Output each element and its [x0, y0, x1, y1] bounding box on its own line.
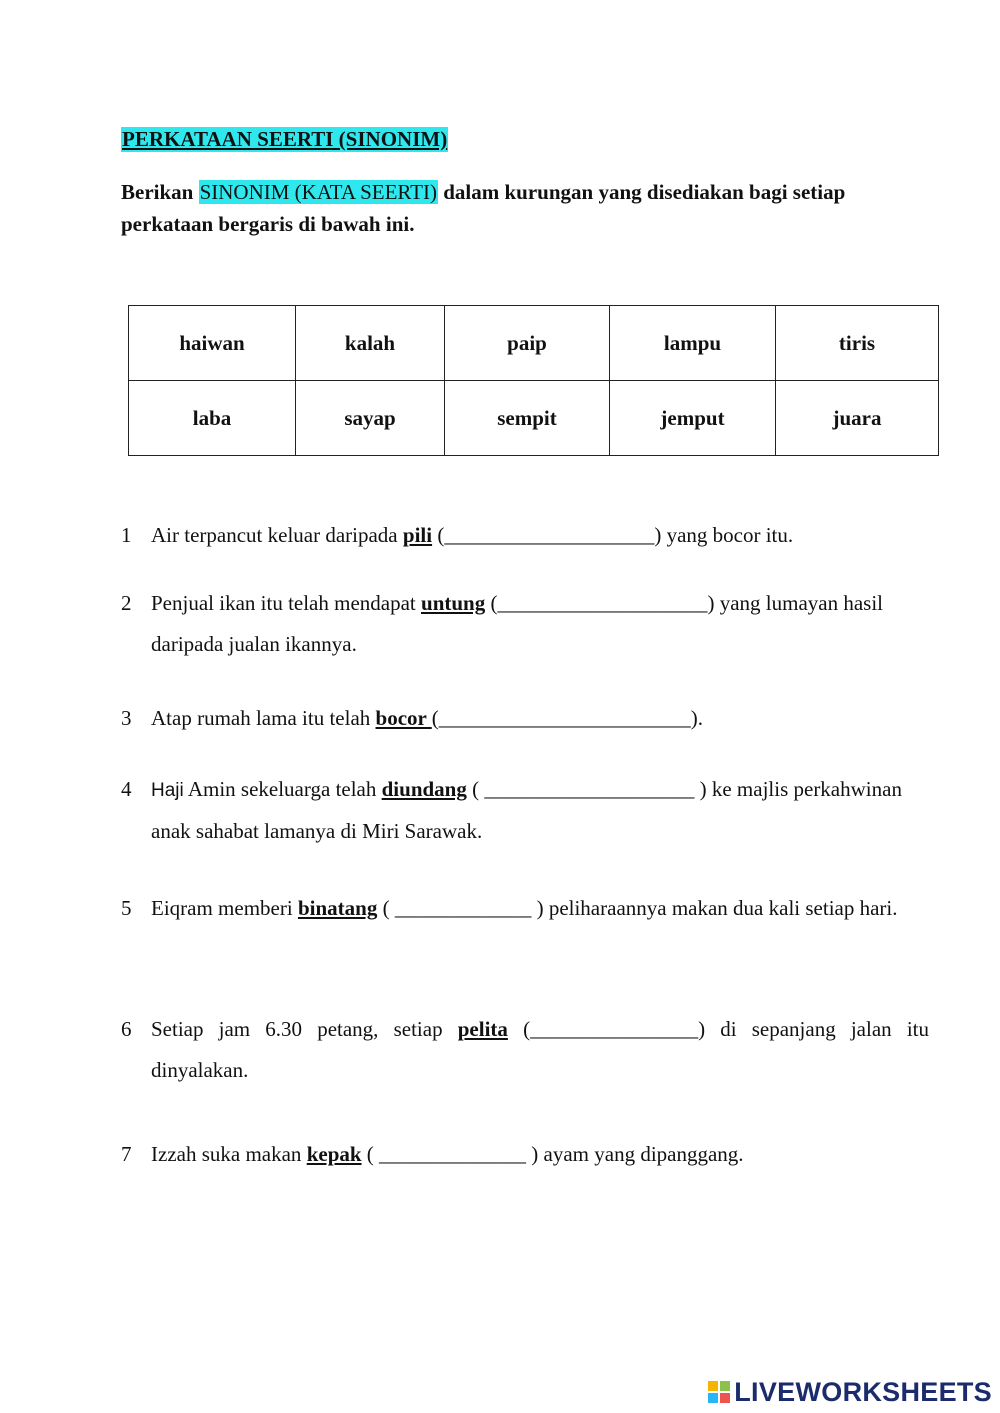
question-number: 4	[121, 777, 132, 801]
question-text: Setiap jam 6.30 petang, setiap	[151, 1017, 458, 1041]
logo-square	[720, 1381, 730, 1391]
question-keyword: pili	[402, 523, 433, 547]
question-text: Izzah suka makan	[151, 1142, 307, 1166]
question-3	[121, 698, 929, 739]
question-2	[121, 583, 929, 665]
question-text: Eiqram memberi	[151, 896, 298, 920]
instruction-suffix: dalam kurungan yang disediakan bagi setiap perkataan bergaris di bawah ini.	[121, 180, 846, 236]
answer-blank[interactable]: (________________________).	[431, 706, 703, 730]
word-bank-cell: paip	[445, 306, 610, 381]
logo-square	[708, 1381, 718, 1391]
question-7	[121, 1134, 929, 1175]
question-number: 6	[121, 1017, 132, 1041]
word-bank-cell: haiwan	[129, 306, 296, 381]
question-4	[121, 769, 929, 852]
question-text: Amin sekeluarga telah	[183, 777, 382, 801]
question-keyword: binatang	[297, 896, 378, 920]
question-5	[121, 888, 929, 929]
instruction-highlight: SINONIM (KATA SEERTI)	[199, 180, 437, 204]
question-text: Penjual ikan itu telah mendapat	[151, 591, 422, 615]
answer-blank[interactable]: ( ______________ ) ayam yang dipanggang.	[361, 1142, 744, 1166]
question-keyword: diundang	[381, 777, 467, 801]
word-bank-cell: tiris	[776, 306, 939, 381]
question-number: 1	[121, 523, 132, 547]
question-keyword: kepak	[306, 1142, 362, 1166]
question-6	[121, 1009, 929, 1091]
liveworksheets-logo-icon	[708, 1381, 730, 1403]
logo-square	[708, 1393, 718, 1403]
word-bank-cell: juara	[776, 381, 939, 456]
word-bank-table	[128, 305, 939, 456]
answer-blank[interactable]: (____________________) yang lumayan hasil daripada jualan ikannya.	[151, 591, 884, 656]
question-number: 5	[121, 896, 132, 920]
word-bank-row	[129, 381, 939, 456]
answer-blank[interactable]: ( ____________________ ) ke majlis perkahwinan anak sahabat lamanya di Miri Sarawak.	[151, 777, 902, 843]
question-text: Air terpancut keluar daripada	[151, 523, 403, 547]
answer-blank[interactable]: (____________________) yang bocor itu.	[432, 523, 794, 547]
brand-name: LIVEWORKSHEETS	[734, 1376, 992, 1407]
question-keyword: bocor	[375, 706, 432, 730]
question-number: 2	[121, 591, 132, 615]
answer-blank[interactable]: ( _____________ ) peliharaannya makan dua kali setiap hari.	[377, 896, 898, 920]
word-bank-cell: sayap	[296, 381, 445, 456]
question-keyword: pelita	[457, 1017, 508, 1041]
word-bank-cell: jemput	[610, 381, 776, 456]
question-text: Atap rumah lama itu telah	[151, 706, 376, 730]
question-text-prefix: Haji	[151, 780, 184, 801]
question-number: 3	[121, 706, 132, 730]
logo-square	[720, 1393, 730, 1403]
word-bank-cell: kalah	[296, 306, 445, 381]
liveworksheets-brand[interactable]	[708, 1377, 992, 1407]
word-bank-cell: lampu	[610, 306, 776, 381]
question-1	[121, 515, 929, 556]
question-keyword: untung	[421, 591, 486, 615]
question-number: 7	[121, 1142, 132, 1166]
instruction	[121, 176, 911, 240]
word-bank-cell: laba	[129, 381, 296, 456]
instruction-prefix: Berikan	[121, 180, 199, 204]
page-title: PERKATAAN SEERTI (SINONIM)	[122, 127, 448, 151]
word-bank-row	[129, 306, 939, 381]
answer-blank[interactable]: (________________) di sepanjang jalan itu dinyalakan.	[151, 1017, 929, 1082]
word-bank-cell: sempit	[445, 381, 610, 456]
